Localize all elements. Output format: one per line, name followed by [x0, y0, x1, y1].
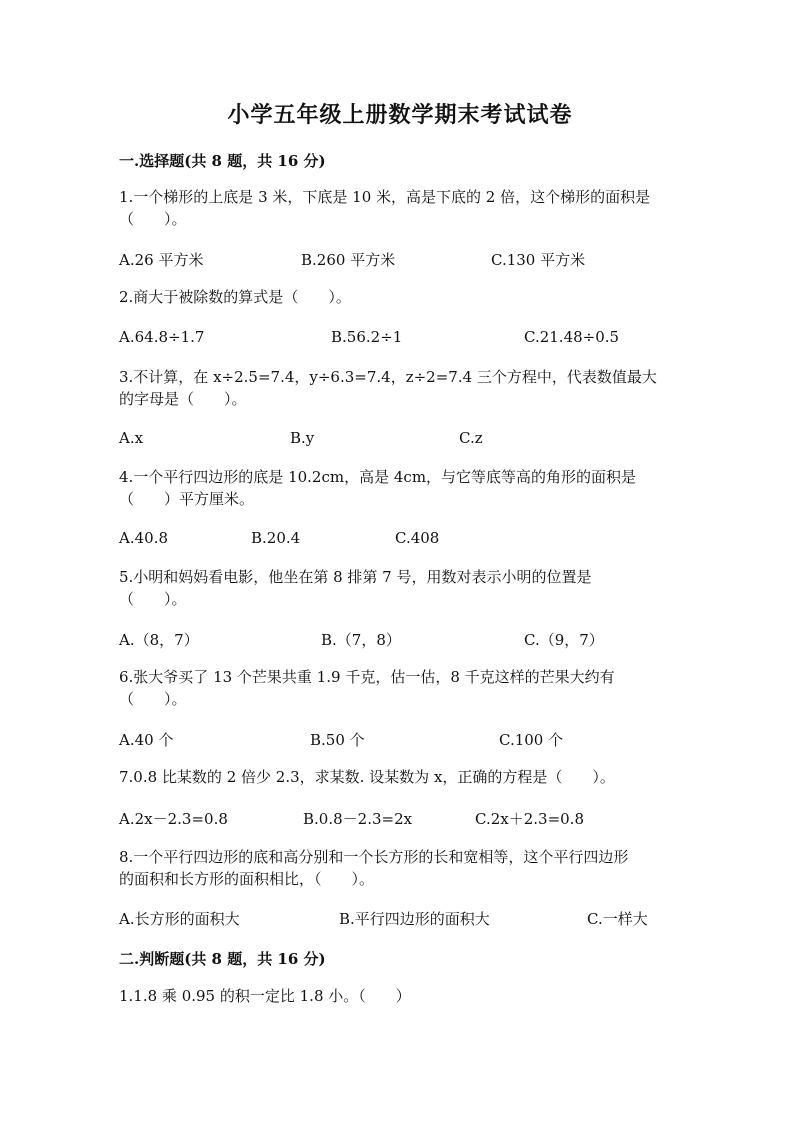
- section-heading-judgment: 二.判断题(共 8 题，共 16 分): [119, 950, 326, 968]
- option-c: C.100 个: [499, 731, 564, 749]
- question-text: 5.小明和妈妈看电影，他坐在第 8 排第 7 号，用数对表示小明的位置是: [119, 568, 592, 586]
- option-a: A.（8，7）: [119, 631, 199, 649]
- option-c: C.（9，7）: [524, 631, 604, 649]
- option-b: B.20.4: [251, 529, 301, 547]
- question-judgment-1: [119, 985, 689, 1007]
- option-c: C.21.48÷0.5: [524, 328, 620, 346]
- question-text: 1.1.8 乘 0.95 的积一定比 1.8 小。（ ）: [119, 987, 411, 1005]
- option-a: A.2x－2.3=0.8: [119, 810, 228, 828]
- section-heading-choice: 一.选择题(共 8 题，共 16 分): [119, 152, 326, 170]
- question-text: 的面积和长方形的面积相比，（ ）。: [119, 870, 375, 888]
- question-text: 2.商大于被除数的算式是（ ）。: [119, 288, 351, 306]
- question-text: 8.一个平行四边形的底和高分别和一个长方形的长和宽相等，这个平行四边形: [119, 848, 629, 866]
- question-text: 3.不计算，在 x÷2.5=7.4，y÷6.3=7.4，z÷2=7.4 三个方程中，代表数值最大: [119, 368, 657, 386]
- question-3: [119, 366, 689, 410]
- option-a: A.40.8: [119, 529, 168, 547]
- option-c: C.2x＋2.3=0.8: [475, 810, 584, 828]
- option-a: A.26 平方米: [119, 251, 204, 269]
- option-b: B.260 平方米: [301, 251, 396, 269]
- option-b: B.50 个: [310, 731, 365, 749]
- option-c: C.z: [459, 429, 483, 447]
- question-4: [119, 466, 689, 510]
- option-a: A.长方形的面积大: [119, 910, 240, 928]
- question-text: （ ）。: [119, 210, 187, 228]
- option-a: A.64.8÷1.7: [119, 328, 205, 346]
- option-c: C.130 平方米: [491, 251, 586, 269]
- question-text: 6.张大爷买了 13 个芒果共重 1.9 千克，估一估，8 千克这样的芒果大约有: [119, 668, 615, 686]
- option-a: A.40 个: [119, 731, 174, 749]
- question-5: [119, 566, 689, 610]
- option-b: B.（7，8）: [321, 631, 401, 649]
- option-b: B.平行四边形的面积大: [339, 910, 490, 928]
- question-text: 4.一个平行四边形的底是 10.2cm，高是 4cm，与它等底等高的角形的面积是: [119, 468, 637, 486]
- question-text: 1.一个梯形的上底是 3 米，下底是 10 米，高是下底的 2 倍，这个梯形的面积是: [119, 188, 651, 206]
- question-7: [119, 766, 689, 788]
- option-b: B.56.2÷1: [331, 328, 403, 346]
- question-8: [119, 846, 689, 890]
- question-text: 7.0.8 比某数的 2 倍少 2.3，求某数. 设某数为 x，正确的方程是（ ）。: [119, 768, 615, 786]
- question-text: （ ）平方厘米。: [119, 490, 255, 508]
- question-1: [119, 186, 689, 230]
- option-c: C.408: [395, 529, 440, 547]
- page-title: 小学五年级上册数学期末考试试卷: [227, 102, 573, 128]
- option-a: A.x: [119, 429, 144, 447]
- option-b: B.y: [290, 429, 315, 447]
- option-c: C.一样大: [587, 910, 648, 928]
- question-6: [119, 666, 689, 710]
- question-text: 的字母是（ ）。: [119, 390, 247, 408]
- question-text: （ ）。: [119, 590, 187, 608]
- question-2: [119, 286, 689, 308]
- option-b: B.0.8－2.3=2x: [303, 810, 413, 828]
- question-text: （ ）。: [119, 690, 187, 708]
